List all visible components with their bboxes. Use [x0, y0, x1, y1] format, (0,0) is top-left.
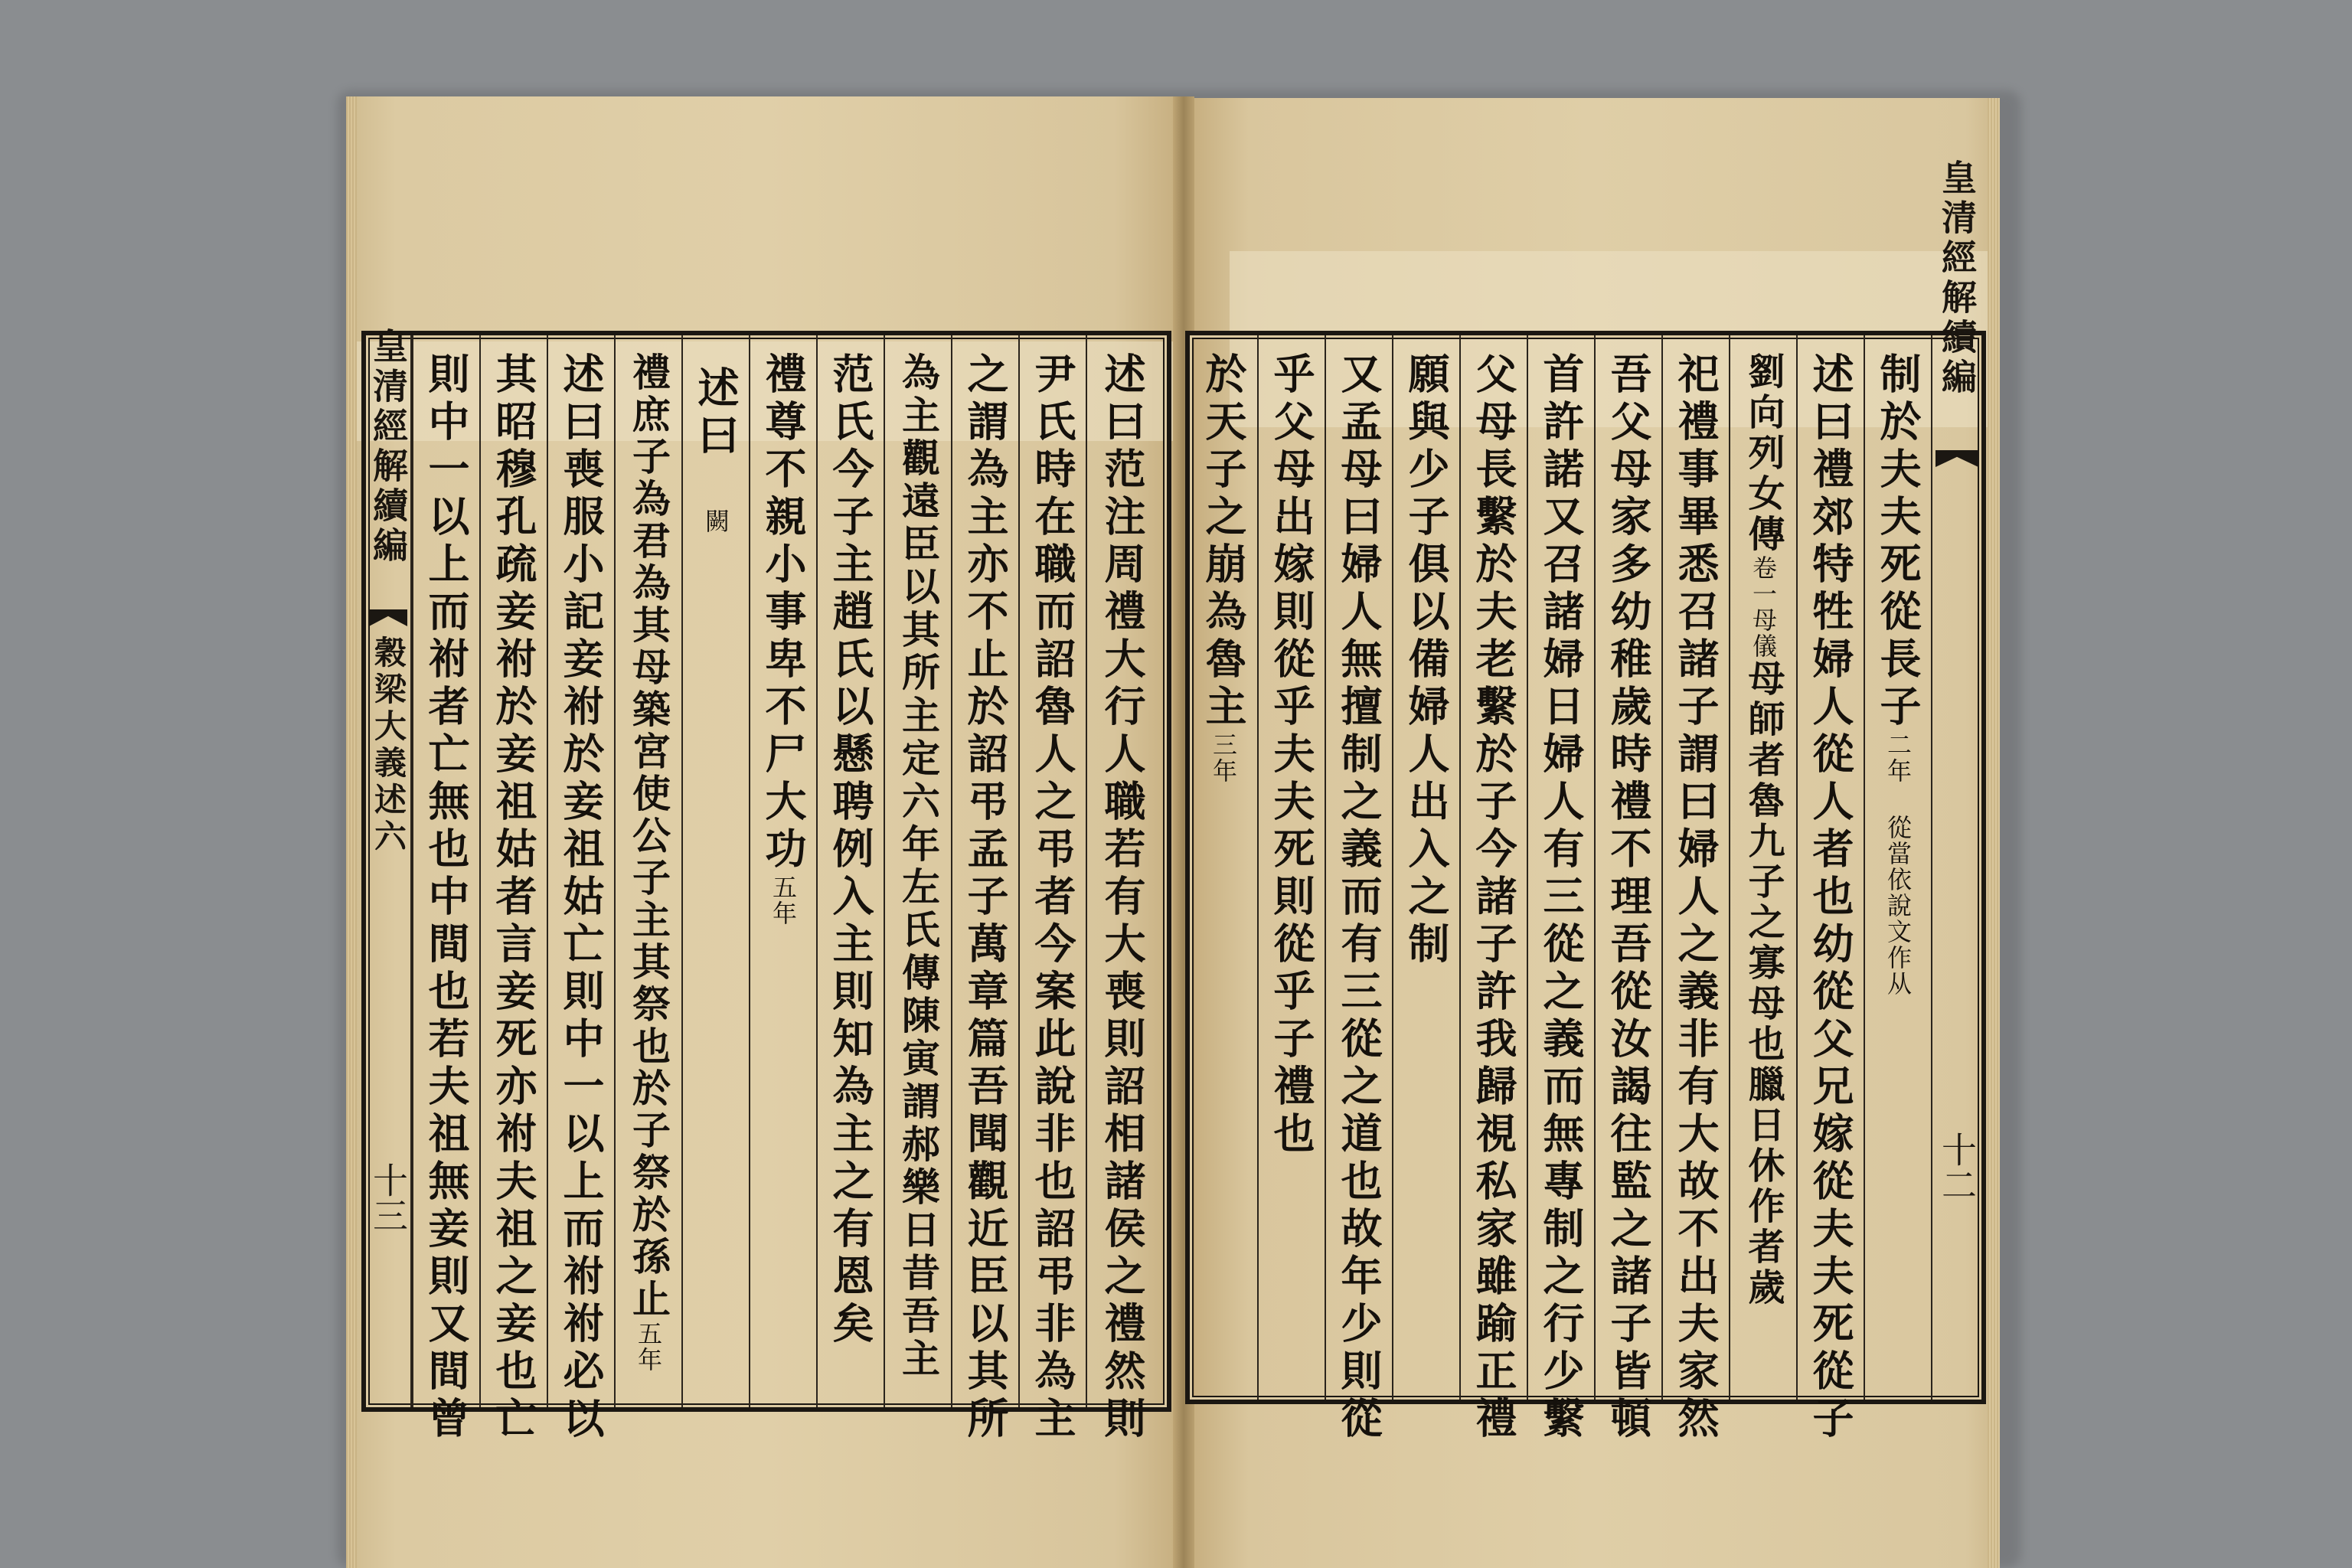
column-text [759, 352, 808, 926]
text-column [1086, 335, 1158, 1444]
text-column [412, 335, 479, 1444]
column-text: 述曰禮郊特牲婦人從人者也幼從父兄嫁從夫夫死從子 [1806, 352, 1855, 1444]
text-column [1392, 335, 1459, 1400]
fishtail-mark [369, 609, 407, 626]
column-text: 尹氏時在職而詔魯人之弔者今案此說非也詔弔非為主 [1028, 352, 1077, 1444]
annotation-note: 五年 [634, 1321, 663, 1373]
text-column [1594, 335, 1661, 1444]
text-column [951, 335, 1018, 1444]
right-page-edge [1988, 98, 2000, 1568]
right-text-frame [1185, 159, 1986, 1444]
column-text [626, 352, 671, 1373]
column-text: 祀禮事畢悉召諸子謂曰婦人之義非有大故不出夫家然 [1671, 352, 1720, 1444]
banxin-title: 皇清經解續編 [368, 328, 409, 567]
banxin-title: 皇清經解續編 [1936, 159, 1978, 398]
column-text: 吾父母家多幼稚歲時禮不理吾從汝謁往監之諸子皆頓 [1604, 352, 1653, 1444]
column-text: 願與少子俱以備婦人出入之制 [1402, 352, 1451, 969]
left-text-frame [361, 328, 1171, 1444]
right-banxin [1931, 159, 1981, 1400]
annotation-note: 三年 [1209, 732, 1238, 784]
column-text: 之謂為主亦不止於詔弔孟子萬章篇吾聞觀近臣以其所 [961, 352, 1010, 1444]
text-column [816, 335, 884, 1407]
column-text [1742, 352, 1785, 1308]
main-text: 於天子之崩為魯主 [1199, 352, 1248, 732]
text-column [681, 335, 749, 1407]
annotation-note: 二年 從當依說文作从 [1883, 732, 1913, 997]
banxin-subtitle: 穀梁大義述六 [370, 635, 407, 856]
main-text: 禮庶子為君為其母築宮使公子主其祭也於子祭於孫止 [626, 352, 671, 1321]
main-text: 述曰 [691, 366, 740, 461]
text-column [614, 335, 681, 1407]
main-text: 禮尊不親小事卑不尸大功 [759, 352, 808, 874]
text-column [1018, 335, 1086, 1444]
column-text: 范氏今子主趙氏以懸聘例入主則知為主之有恩矣 [826, 352, 875, 1349]
text-column [1459, 335, 1527, 1444]
main-text-continued: 母師者魯九子之寡母也臘日休作者歲 [1742, 659, 1785, 1308]
fishtail-mark [1936, 450, 1978, 467]
text-column [1661, 335, 1729, 1444]
text-column [1527, 335, 1594, 1444]
main-text: 制於夫夫死從長子 [1873, 352, 1922, 732]
column-text [1873, 352, 1922, 997]
text-column [547, 335, 614, 1444]
text-column [749, 335, 816, 1407]
annotation-note: 五年 [769, 874, 798, 926]
text-column [1325, 335, 1392, 1444]
text-column [884, 335, 951, 1407]
column-text [1199, 352, 1248, 784]
column-text: 則中一以上而祔者亡無也中間也若夫祖無妾則又間曾 [422, 352, 471, 1444]
column-text: 乎父母出嫁則從乎夫夫死則從乎子禮也 [1267, 352, 1316, 1159]
column-text: 為主觀遠臣以其所主定六年左氏傳陳寅謂郝樂日昔吾主 [896, 352, 941, 1381]
text-column [1796, 335, 1864, 1444]
left-banxin [366, 328, 412, 1407]
annotation-note: 卷一母儀 [1749, 555, 1778, 659]
column-text: 父母長繫於夫老繫於子今諸子許我歸視私家雖踰正禮 [1469, 352, 1518, 1444]
left-page-edge [346, 96, 357, 1568]
column-text: 述曰范注周禮大行人職若有大喪則詔相諸侯之禮然則 [1098, 352, 1147, 1444]
text-column [479, 335, 547, 1444]
main-text: 劉向列女傳 [1742, 352, 1785, 555]
banxin-page-number: 十二 [1936, 1132, 1978, 1202]
text-column [1729, 335, 1796, 1400]
text-column [1190, 335, 1257, 1400]
column-text: 述曰喪服小記妾祔於妾祖姑亡則中一以上而祔祔必以 [557, 352, 606, 1444]
text-column [1257, 335, 1325, 1400]
column-text [691, 366, 740, 534]
column-text: 又孟母曰婦人無擅制之義而有三從之道也故年少則從 [1334, 352, 1383, 1444]
banxin-page-number: 十三 [368, 1162, 409, 1233]
text-column [1864, 335, 1931, 1400]
column-text: 首許諾又召諸婦日婦人有三從之義而無專制之行少繫 [1537, 352, 1586, 1444]
column-text: 其昭穆孔疏妾祔於妾祖姑者言妾死亦祔夫祖之妾也亡 [489, 352, 538, 1444]
annotation-note: 闕 [701, 508, 730, 534]
